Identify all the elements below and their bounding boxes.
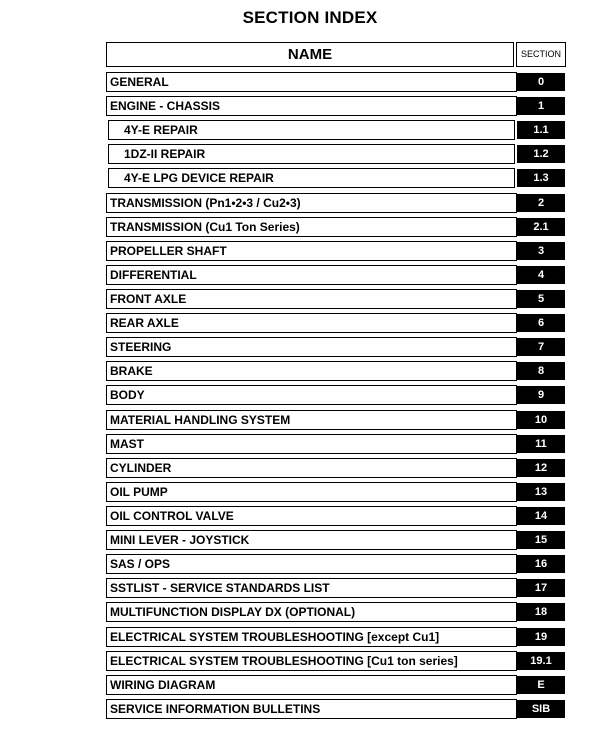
section-name[interactable]: SERVICE INFORMATION BULLETINS xyxy=(106,699,517,719)
section-row-cylinder[interactable] xyxy=(106,458,566,478)
section-name[interactable]: MULTIFUNCTION DISPLAY DX (OPTIONAL) xyxy=(106,602,517,622)
section-number-badge[interactable]: 1.3 xyxy=(517,169,565,187)
section-number-badge[interactable]: 8 xyxy=(517,362,565,380)
section-number-badge[interactable]: 14 xyxy=(517,507,565,525)
section-row-mast[interactable] xyxy=(106,434,566,454)
section-number-badge[interactable]: 2.1 xyxy=(517,218,565,236)
section-name[interactable]: BODY xyxy=(106,385,517,405)
section-name[interactable]: GENERAL xyxy=(106,72,517,92)
section-row-transmission-cu1[interactable] xyxy=(106,217,566,237)
section-number-badge[interactable]: SIB xyxy=(517,700,565,718)
section-number-badge[interactable]: 10 xyxy=(517,411,565,429)
section-row-electrical-except-cu1[interactable] xyxy=(106,627,566,647)
section-name[interactable]: PROPELLER SHAFT xyxy=(106,241,517,261)
section-name[interactable]: MINI LEVER - JOYSTICK xyxy=(106,530,517,550)
section-number-badge[interactable]: 19.1 xyxy=(517,652,565,670)
section-name[interactable]: TRANSMISSION (Cu1 Ton Series) xyxy=(106,217,517,237)
section-list xyxy=(106,72,566,723)
section-name[interactable]: OIL CONTROL VALVE xyxy=(106,506,517,526)
section-row-front-axle[interactable] xyxy=(106,289,566,309)
section-row-transmission[interactable] xyxy=(106,193,566,213)
section-number-badge[interactable]: 1.1 xyxy=(517,121,565,139)
section-row-sas-ops[interactable] xyxy=(106,554,566,574)
section-number-badge[interactable]: 13 xyxy=(517,483,565,501)
section-number-badge[interactable]: 6 xyxy=(517,314,565,332)
section-name[interactable]: STEERING xyxy=(106,337,517,357)
section-number-badge[interactable]: 1.2 xyxy=(517,145,565,163)
section-column-header: SECTION xyxy=(516,42,566,67)
section-row-rear-axle[interactable] xyxy=(106,313,566,333)
section-number-badge[interactable]: 4 xyxy=(517,266,565,284)
section-row-engine-chassis[interactable] xyxy=(106,96,566,116)
section-name[interactable]: BRAKE xyxy=(106,361,517,381)
section-row-service-information-bulletins[interactable] xyxy=(106,699,566,719)
section-number-badge[interactable]: E xyxy=(517,676,565,694)
section-row-general[interactable] xyxy=(106,72,566,92)
section-name[interactable]: 4Y-E LPG DEVICE REPAIR xyxy=(108,168,515,188)
section-number-badge[interactable]: 2 xyxy=(517,194,565,212)
section-row-1dz-ii-repair[interactable] xyxy=(106,144,566,164)
section-name[interactable]: DIFFERENTIAL xyxy=(106,265,517,285)
section-row-brake[interactable] xyxy=(106,361,566,381)
section-name[interactable]: ENGINE - CHASSIS xyxy=(106,96,517,116)
section-number-badge[interactable]: 15 xyxy=(517,531,565,549)
section-name[interactable]: MATERIAL HANDLING SYSTEM xyxy=(106,410,517,430)
page-title: SECTION INDEX xyxy=(242,8,378,27)
section-name[interactable]: SAS / OPS xyxy=(106,554,517,574)
section-name[interactable]: 1DZ-II REPAIR xyxy=(108,144,515,164)
section-row-mini-lever-joystick[interactable] xyxy=(106,530,566,550)
section-number-badge[interactable]: 1 xyxy=(517,97,565,115)
section-name[interactable]: WIRING DIAGRAM xyxy=(106,675,517,695)
name-column-header: NAME xyxy=(106,42,514,67)
section-row-steering[interactable] xyxy=(106,337,566,357)
section-row-4y-e-repair[interactable] xyxy=(106,120,566,140)
section-name[interactable]: TRANSMISSION (Pn1•2•3 / Cu2•3) xyxy=(106,193,517,213)
section-row-material-handling-system[interactable] xyxy=(106,410,566,430)
section-row-multifunction-display[interactable] xyxy=(106,602,566,622)
section-row-body[interactable] xyxy=(106,385,566,405)
section-row-propeller-shaft[interactable] xyxy=(106,241,566,261)
section-name[interactable]: SSTLIST - SERVICE STANDARDS LIST xyxy=(106,578,517,598)
section-row-electrical-cu1[interactable] xyxy=(106,651,566,671)
section-name[interactable]: REAR AXLE xyxy=(106,313,517,333)
section-number-badge[interactable]: 5 xyxy=(517,290,565,308)
section-name[interactable]: MAST xyxy=(106,434,517,454)
section-number-badge[interactable]: 12 xyxy=(517,459,565,477)
section-number-badge[interactable]: 16 xyxy=(517,555,565,573)
section-number-badge[interactable]: 11 xyxy=(517,435,565,453)
section-row-wiring-diagram[interactable] xyxy=(106,675,566,695)
section-number-badge[interactable]: 7 xyxy=(517,338,565,356)
section-row-sstlist[interactable] xyxy=(106,578,566,598)
section-row-oil-pump[interactable] xyxy=(106,482,566,502)
section-row-4y-e-lpg-device-repair[interactable] xyxy=(106,168,566,188)
section-name[interactable]: FRONT AXLE xyxy=(106,289,517,309)
section-name[interactable]: CYLINDER xyxy=(106,458,517,478)
section-name[interactable]: ELECTRICAL SYSTEM TROUBLESHOOTING [except Cu1] xyxy=(106,627,517,647)
section-number-badge[interactable]: 18 xyxy=(517,603,565,621)
section-name[interactable]: ELECTRICAL SYSTEM TROUBLESHOOTING [Cu1 ton series] xyxy=(106,651,517,671)
section-name[interactable]: 4Y-E REPAIR xyxy=(108,120,515,140)
section-row-differential[interactable] xyxy=(106,265,566,285)
section-name[interactable]: OIL PUMP xyxy=(106,482,517,502)
section-number-badge[interactable]: 0 xyxy=(517,73,565,91)
section-number-badge[interactable]: 19 xyxy=(517,628,565,646)
table-header xyxy=(106,42,565,67)
section-row-oil-control-valve[interactable] xyxy=(106,506,566,526)
section-number-badge[interactable]: 17 xyxy=(517,579,565,597)
section-number-badge[interactable]: 3 xyxy=(517,242,565,260)
section-number-badge[interactable]: 9 xyxy=(517,386,565,404)
